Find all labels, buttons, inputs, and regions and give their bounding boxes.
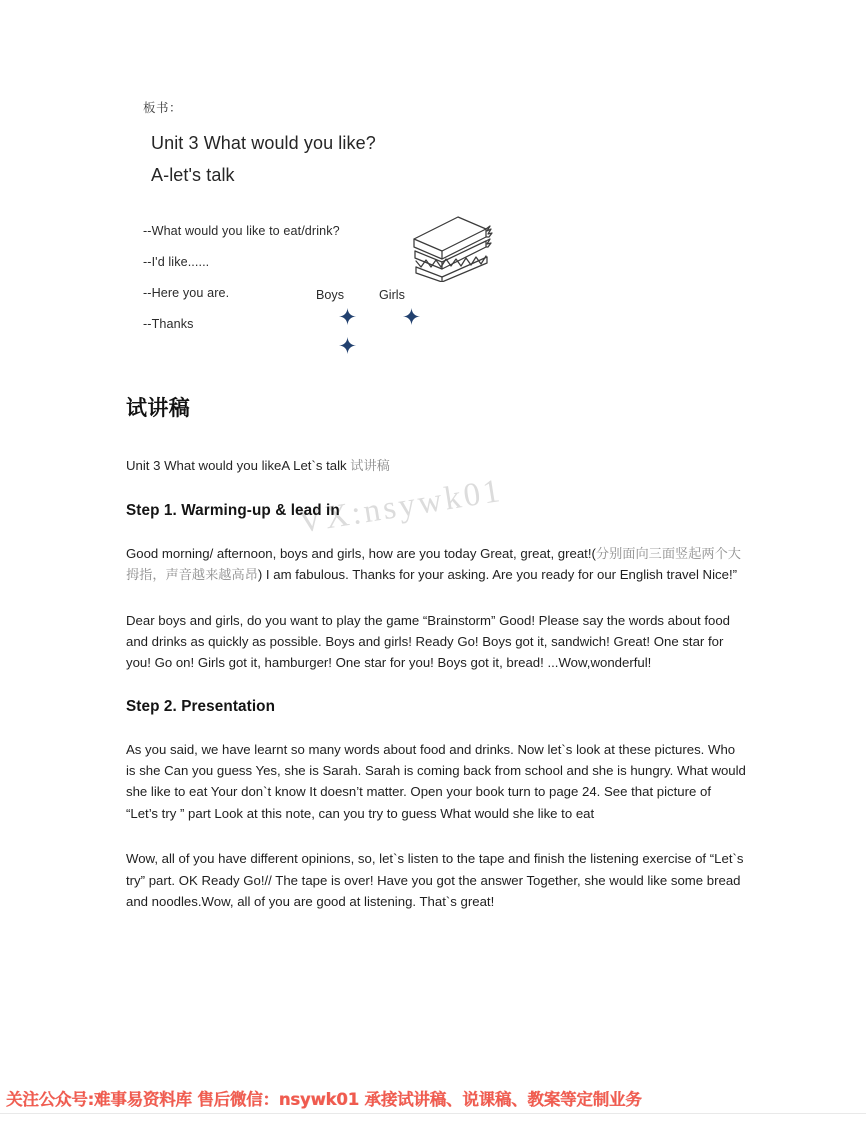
board-title-line-2: A-let's talk <box>151 165 235 186</box>
page-title: 试讲稿 <box>126 397 191 420</box>
dialog-line-thanks: --Thanks <box>143 317 194 331</box>
document-subtitle <box>126 456 746 476</box>
scoreboard-headers <box>316 288 476 302</box>
footer-banner <box>0 1083 866 1113</box>
step-2-heading: Step 2. Presentation <box>126 697 276 715</box>
scoreboard <box>316 288 476 366</box>
scoreboard-boys-stars <box>316 308 368 366</box>
star-icon <box>403 308 420 330</box>
star-icon <box>339 337 356 359</box>
step-2-paragraph-1: As you said, we have learnt so many words about food and drinks. Now let`s look at these pictures. Who is she Can you guess Yes, she is Sarah. Sarah is coming back from school and she is hungry. What would she like to eat Your don`t know It doesn’t matter. Open your book turn to page 24. See that picture of “Let’s try ” part Look at this note, can you try to guess What would she like to eat <box>126 741 746 821</box>
step-2-paragraph-2: Wow, all of you have different opinions, so, let`s listen to the tape and finish the listening exercise of “Let`s try” part. OK Ready Go!// The tape is over! Have you got the answer Together, she would like some bread and noodles.Wow, all of you are good at listening. That`s great! <box>126 851 744 909</box>
scoreboard-boys-label: Boys <box>316 288 344 302</box>
dialog-line-answer: --I'd like...... <box>143 255 210 269</box>
subtitle-chinese: 试讲稿 <box>350 458 390 473</box>
subtitle-english: Unit 3 What would you likeA Let`s talk <box>126 458 351 473</box>
step-1-paragraph-1-part-b: ) I am fabulous. Thanks for your asking. Are you ready for our English travel Nice!” <box>257 567 737 583</box>
board-label: 板书： <box>143 101 183 115</box>
dialog-line-here-you-are: --Here you are. <box>143 286 230 300</box>
board-title-line-1: Unit 3 What would you like? <box>151 133 376 153</box>
scoreboard-stars <box>316 308 476 366</box>
step-1-paragraph-1-part-a: Good morning/ afternoon, boys and girls, how are you today Great, great, great!( <box>126 545 596 561</box>
step-1-paragraph-1 <box>126 543 746 586</box>
dialog-line-question: --What would you like to eat/drink? <box>143 224 340 238</box>
footer-promo-text: 关注公众号:难事易资料库 售后微信：nsywk01 承接试讲稿、说课稿、教案等定制业务 <box>6 1090 642 1109</box>
scoreboard-girls-label: Girls <box>379 288 405 302</box>
document-body <box>126 392 746 936</box>
step-1-paragraph-2: Dear boys and girls, do you want to play the game “Brainstorm” Good! Please say the words about food and drinks as quickly as possible. Boys and girls! Ready Go! Boys got it, sandwich! Great! One star for you! Go on! Girls got it, hamburger! One star for you! Boys got it, bread! ...Wow,wonderful! <box>126 612 731 671</box>
step-1-paragraph-1-chinese: 分别面向三面竖起两个大拇指，声音越来越高昂 <box>126 545 741 583</box>
scoreboard-girls-stars <box>379 308 431 366</box>
star-icon <box>339 308 356 330</box>
watermark: VX:nsywk01 <box>296 472 506 541</box>
sandwich-icon <box>402 212 498 282</box>
footer-divider <box>0 1113 866 1114</box>
step-1-heading: Step 1. Warming-up & lead in <box>126 501 340 519</box>
board-writing-section <box>140 98 700 188</box>
